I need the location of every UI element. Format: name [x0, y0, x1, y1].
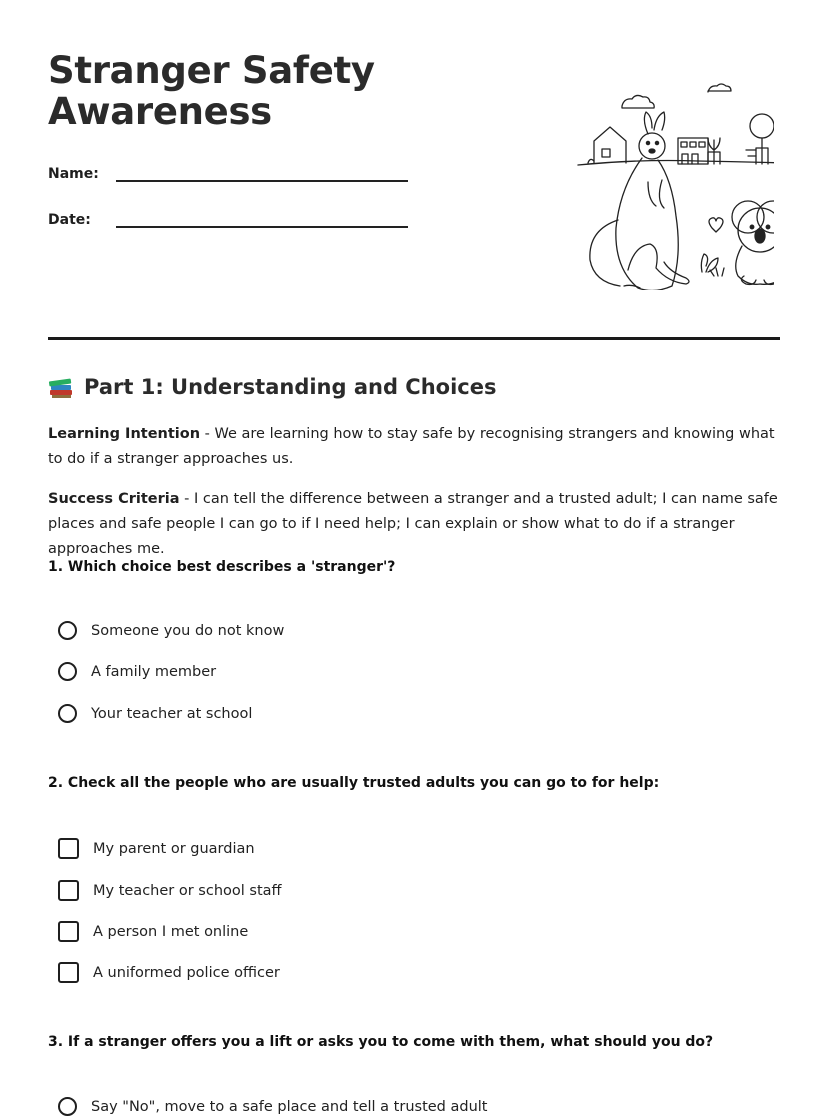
question-3-option-1[interactable]	[58, 1097, 487, 1116]
title-line-2: Awareness	[48, 90, 272, 133]
kangaroo-koala-illustration	[530, 80, 774, 290]
radio-button[interactable]	[58, 704, 77, 723]
question-2-prompt: 2. Check all the people who are usually trusted adults you can go to for help:	[48, 775, 660, 791]
success-criteria-label: Success Criteria	[48, 491, 180, 507]
date-field[interactable]	[116, 204, 408, 228]
option-label: My teacher or school staff	[93, 882, 282, 899]
date-label: Date:	[48, 212, 91, 228]
question-1-option-3[interactable]	[58, 704, 252, 723]
date-field-row	[48, 204, 408, 228]
option-label: A uniformed police officer	[93, 964, 280, 981]
question-1-option-1[interactable]	[58, 621, 284, 640]
question-2-option-1[interactable]	[58, 838, 255, 859]
title-line-1: Stranger Safety	[48, 49, 375, 92]
success-criteria-text: - I can tell the difference between a stranger and a trusted adult; I can name safe places and safe people I can go to if I need help; I can explain or show what to do if a stranger approaches me.	[48, 491, 778, 557]
option-label: A person I met online	[93, 923, 249, 940]
option-label: My parent or guardian	[93, 840, 255, 857]
checkbox[interactable]	[58, 880, 79, 901]
question-1-prompt: 1. Which choice best describes a 'stranger'?	[48, 559, 396, 575]
checkbox[interactable]	[58, 838, 79, 859]
checkbox[interactable]	[58, 962, 79, 983]
part1-heading	[48, 374, 496, 400]
worksheet-title	[48, 50, 388, 132]
option-label: Say "No", move to a safe place and tell a trusted adult	[91, 1098, 488, 1115]
name-label: Name:	[48, 166, 99, 182]
option-label: Someone you do not know	[91, 622, 285, 639]
name-field-row	[48, 158, 408, 182]
learning-intention-label: Learning Intention	[48, 426, 201, 442]
question-2-option-4[interactable]	[58, 962, 280, 983]
worksheet-header	[48, 50, 780, 298]
question-2-option-3[interactable]	[58, 921, 248, 942]
option-label: Your teacher at school	[91, 705, 253, 722]
option-label: A family member	[91, 663, 217, 680]
radio-button[interactable]	[58, 621, 77, 640]
books-icon	[48, 374, 74, 400]
success-criteria	[48, 487, 782, 562]
learning-intention-text: - We are learning how to stay safe by recognising strangers and knowing what to do if a stranger approaches us.	[48, 426, 775, 467]
question-1-option-2[interactable]	[58, 662, 216, 681]
question-3-prompt: 3. If a stranger offers you a lift or asks you to come with them, what should you do?	[48, 1034, 714, 1050]
question-2-option-2[interactable]	[58, 880, 282, 901]
name-field[interactable]	[116, 158, 408, 182]
checkbox[interactable]	[58, 921, 79, 942]
radio-button[interactable]	[58, 1097, 77, 1116]
learning-intention	[48, 422, 782, 472]
radio-button[interactable]	[58, 662, 77, 681]
part1-heading-text: Part 1: Understanding and Choices	[84, 375, 497, 399]
section-divider	[48, 337, 780, 340]
